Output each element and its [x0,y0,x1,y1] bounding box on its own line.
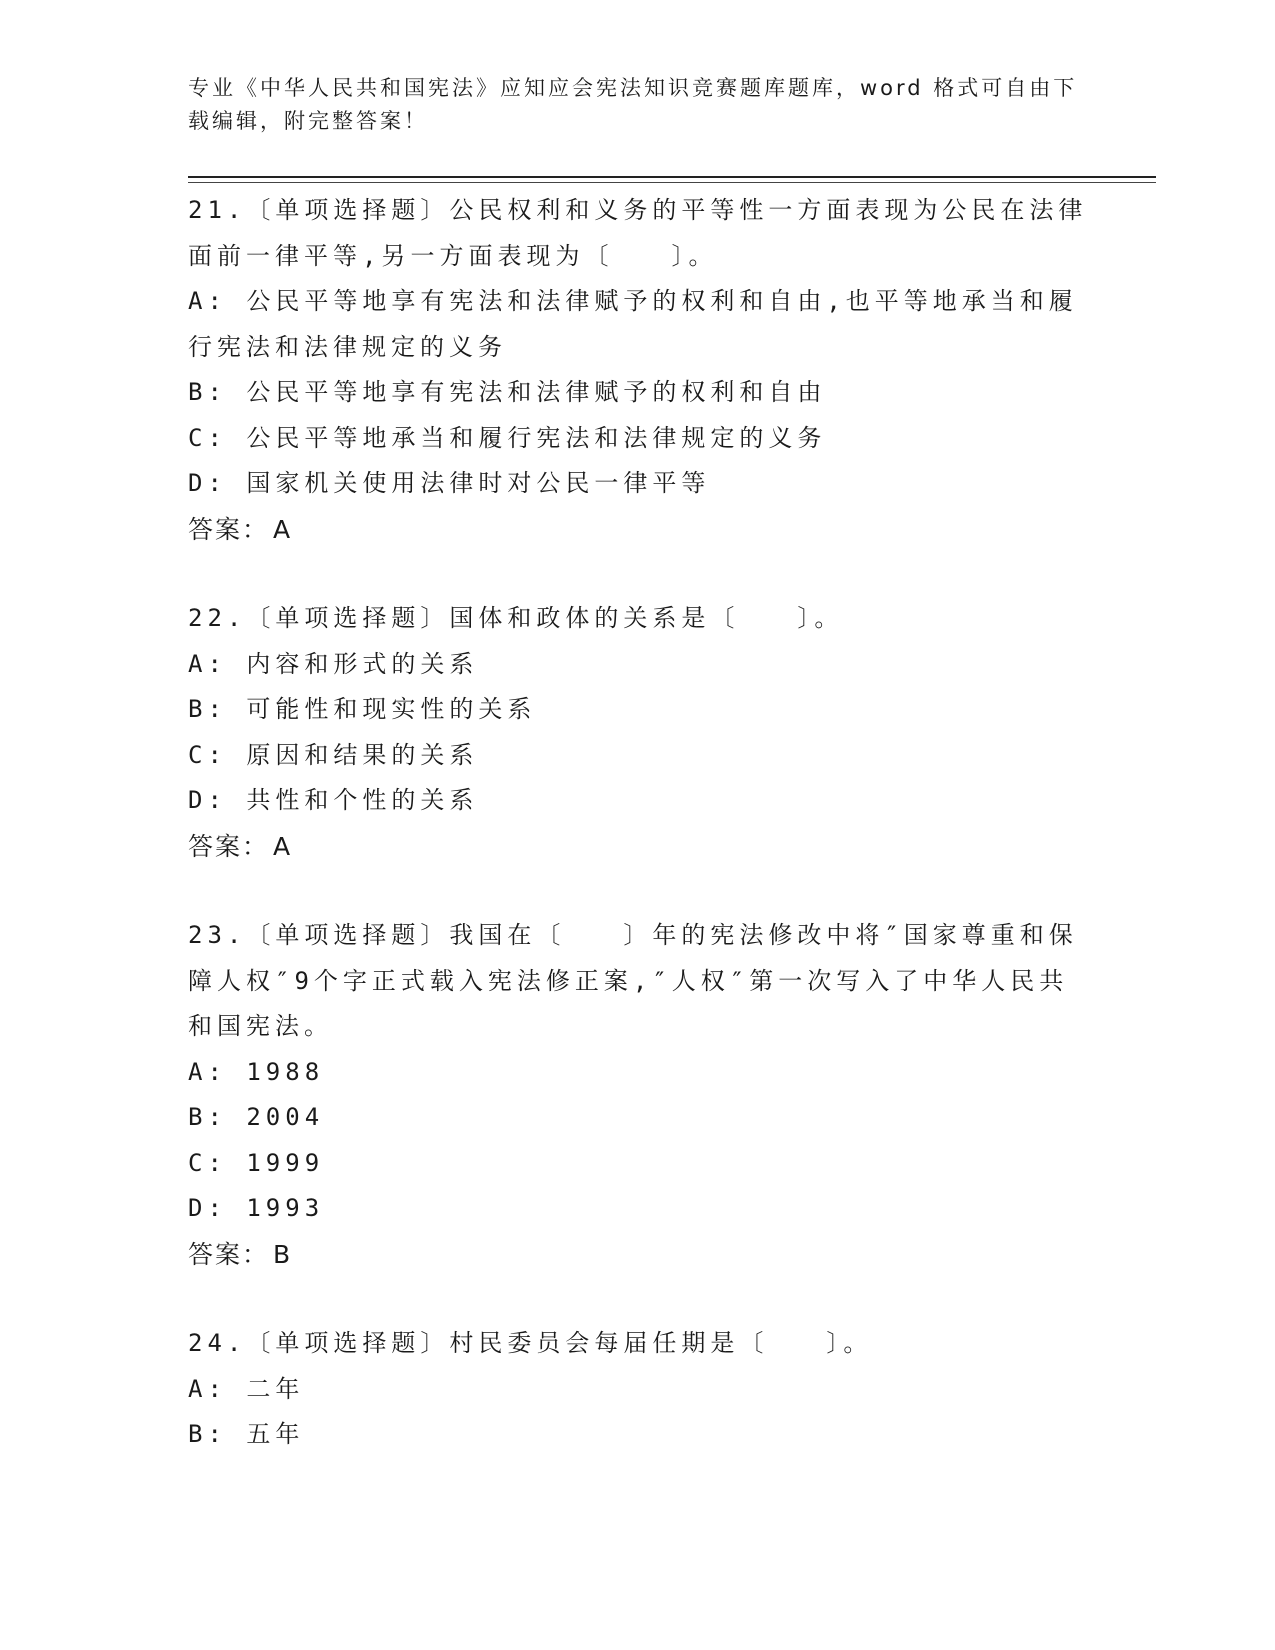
option-b: B: 可能性和现实性的关系 [188,695,537,723]
answer-line [188,1232,1088,1278]
answer-value: A [273,831,293,861]
answer-value: A [273,514,293,544]
option-b: B: 2004 [188,1103,325,1131]
option-c: C: 1999 [188,1148,325,1177]
option-d: D: 1993 [188,1194,325,1222]
question-21 [188,188,1088,552]
document-header: 专业《中华人民共和国宪法》应知应会宪法知识竞赛题库题库，word 格式可自由下载编辑，附完整答案！ [188,76,1078,133]
question-stem: 24.〔单项选择题〕村民委员会每届任期是〔 〕。 [188,1329,873,1357]
question-stem: 21.〔单项选择题〕公民权利和义务的平等性一方面表现为公民在法律面前一律平等,另一方面表现为〔 〕。 [188,196,1088,270]
option-a: A: 公民平等地享有宪法和法律赋予的权利和自由,也平等地承当和履行宪法和法律规定的义务 [188,287,1078,361]
question-stem: 22.〔单项选择题〕国体和政体的关系是〔 〕。 [188,604,844,632]
answer-label: 答案： [188,514,270,544]
option-a: A: 1988 [188,1057,325,1086]
header-divider [188,176,1156,178]
option-c: C: 原因和结果的关系 [188,740,479,769]
option-d: D: 共性和个性的关系 [188,786,479,814]
option-c: C: 公民平等地承当和履行宪法和法律规定的义务 [188,423,827,452]
answer-label: 答案： [188,1239,270,1269]
option-d: D: 国家机关使用法律时对公民一律平等 [188,469,711,497]
question-23 [188,913,1088,1277]
option-b: B: 五年 [188,1420,305,1448]
option-a: A: 内容和形式的关系 [188,649,479,678]
question-list [188,188,1088,1502]
header-divider-thin [188,182,1156,183]
option-a: A: 二年 [188,1374,305,1403]
answer-line [188,824,1088,870]
question-stem: 23.〔单项选择题〕我国在〔 〕年的宪法修改中将″国家尊重和保障人权″9个字正式载入宪法修正案,″人权″第一次写入了中华人民共和国宪法。 [188,921,1078,1040]
question-22 [188,596,1088,869]
question-24 [188,1321,1088,1458]
answer-value: B [273,1239,293,1269]
answer-line [188,507,1088,553]
option-b: B: 公民平等地享有宪法和法律赋予的权利和自由 [188,378,827,406]
answer-label: 答案： [188,831,270,861]
